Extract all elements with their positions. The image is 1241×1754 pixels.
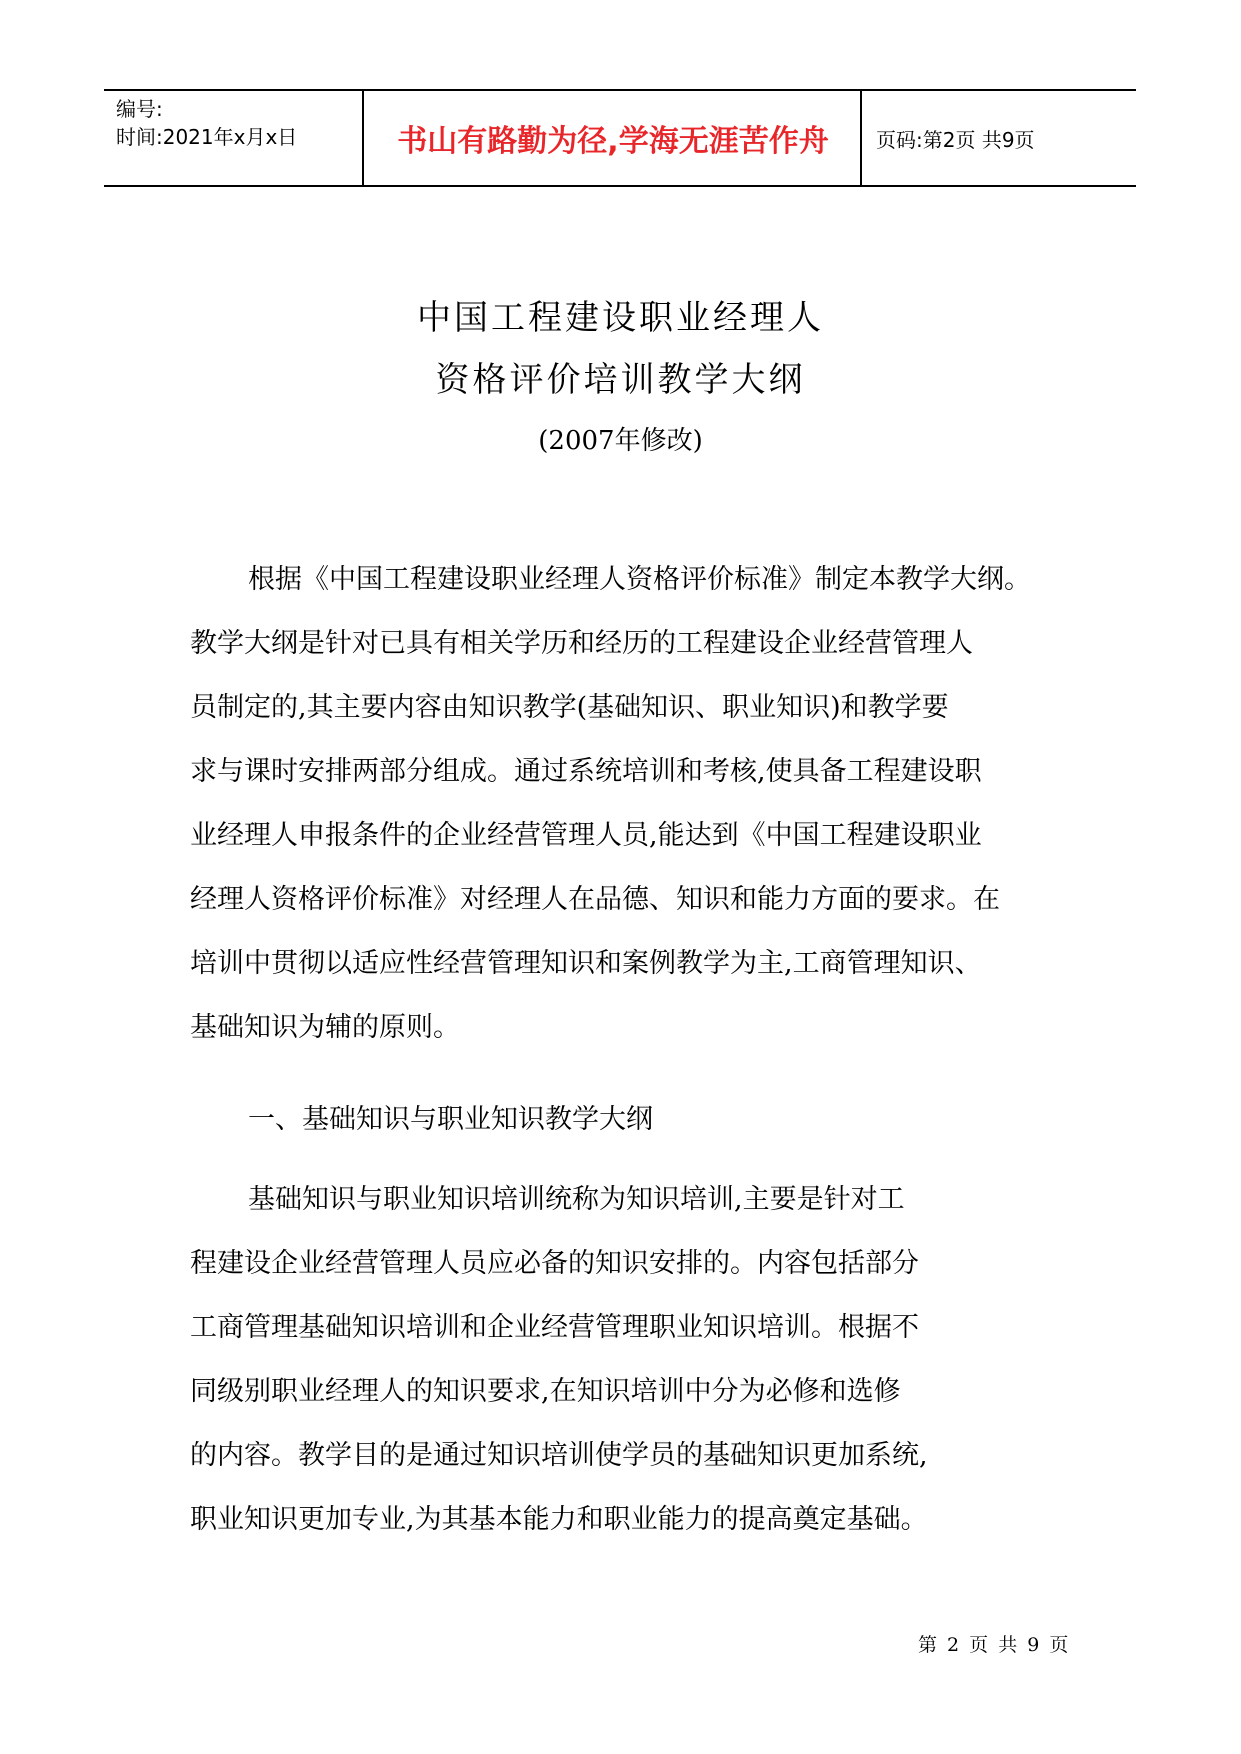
paragraph-line: 职业知识更加专业,为其基本能力和职业能力的提高奠定基础。 bbox=[190, 1504, 928, 1535]
intro-paragraph bbox=[190, 548, 1070, 1060]
document-time-label: 时间:2021年x月x日 bbox=[116, 125, 298, 149]
paragraph-line: 同级别职业经理人的知识要求,在知识培训中分为必修和选修 bbox=[190, 1376, 901, 1407]
paragraph-line: 程建设企业经营管理人员应必备的知识安排的。内容包括部分 bbox=[190, 1248, 919, 1279]
page-footer: 第 2 页 共 9 页 bbox=[918, 1634, 1071, 1656]
paragraph-line: 的内容。教学目的是通过知识培训使学员的基础知识更加系统, bbox=[190, 1440, 928, 1471]
paragraph-line: 员制定的,其主要内容由知识教学(基础知识、职业知识)和教学要 bbox=[190, 692, 949, 723]
paragraph-line: 工商管理基础知识培训和企业经营管理职业知识培训。根据不 bbox=[190, 1312, 919, 1343]
page-header bbox=[104, 89, 1136, 187]
header-divider bbox=[362, 91, 364, 185]
section-paragraph bbox=[190, 1168, 1000, 1552]
document-subtitle: (2007年修改) bbox=[538, 426, 703, 456]
paragraph-line: 基础知识与职业知识培训统称为知识培训,主要是针对工 bbox=[248, 1184, 905, 1215]
paragraph-line: 培训中贯彻以适应性经营管理知识和案例教学为主,工商管理知识、 bbox=[190, 948, 982, 979]
paragraph-line: 经理人资格评价标准》对经理人在品德、知识和能力方面的要求。在 bbox=[190, 884, 1000, 915]
paragraph-line: 教学大纲是针对已具有相关学历和经历的工程建设企业经营管理人 bbox=[190, 628, 973, 659]
paragraph-line: 基础知识为辅的原则。 bbox=[190, 1012, 460, 1043]
paragraph-line: 业经理人申报条件的企业经营管理人员,能达到《中国工程建设职业 bbox=[190, 820, 982, 851]
paragraph-line: 求与课时安排两部分组成。通过系统培训和考核,使具备工程建设职 bbox=[190, 756, 982, 787]
header-left-cell bbox=[116, 95, 366, 151]
header-page-code: 页码:第2页 共9页 bbox=[876, 127, 1035, 152]
document-title-line2: 资格评价培训教学大纲 bbox=[435, 360, 806, 400]
header-motto: 书山有路勤为径,学海无涯苦作舟 bbox=[397, 124, 829, 159]
section-heading: 一、基础知识与职业知识教学大纲 bbox=[248, 1104, 653, 1135]
document-number-label: 编号: bbox=[116, 97, 163, 121]
paragraph-line: 根据《中国工程建设职业经理人资格评价标准》制定本教学大纲。 bbox=[248, 564, 1031, 595]
document-title-line1: 中国工程建设职业经理人 bbox=[417, 298, 824, 338]
